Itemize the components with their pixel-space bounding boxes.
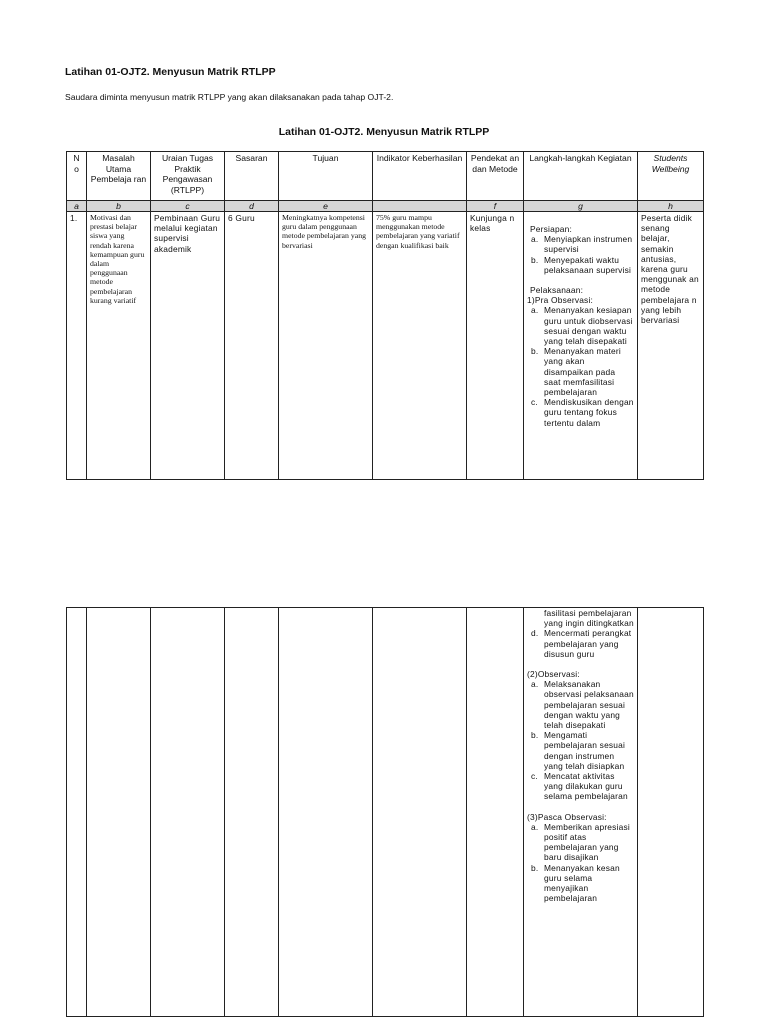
table-row [67, 608, 704, 1017]
header-masalah: Masalah Utama Pembelaja ran [87, 152, 151, 201]
persiapan-list [527, 234, 634, 275]
cell-no-empty [67, 608, 87, 1017]
cell-tujuan-empty [279, 608, 373, 1017]
pra-observasi-list [527, 305, 634, 427]
list-item: a. Menanyakan kesiapan guru untuk diobservasi sesuai dengan waktu yang telah disepakati [531, 305, 633, 347]
letter-c: c [151, 201, 225, 212]
header-no: N o [67, 152, 87, 201]
pra-observasi-label: 1)Pra Observasi: [527, 295, 594, 306]
cell-wellbeing: Peserta didik senang belajar, semakin antusias, karena guru menggunak an metode pembelajara n yang lebih bervariasi [638, 212, 704, 480]
letter-e: e [279, 201, 373, 212]
table-row [67, 212, 704, 480]
header-wellbeing: Students Wellbeing [638, 152, 704, 201]
letter-g: g [524, 201, 638, 212]
letter-empty [373, 201, 467, 212]
header-tujuan: Tujuan [279, 152, 373, 201]
header-indikator: Indikator Keberhasilan [373, 152, 467, 201]
pelaksanaan-label: Pelaksanaan: [530, 285, 584, 296]
pasca-observasi-list [527, 822, 634, 904]
list-item: d. Mencermati perangkat pembelajaran yang disusun guru [531, 628, 632, 659]
cell-langkah [524, 212, 638, 480]
list-item: b. Menyepakati waktu pelaksanaan supervisi [531, 254, 632, 275]
list-item: b. Menanyakan kesan guru selama menyajikan pembelajaran [531, 862, 620, 904]
list-item: b. Menanyakan materi yang akan disampaikan pada saat memfasilitasi pembelajaran [531, 346, 621, 398]
header-langkah: Langkah-langkah Kegiatan [524, 152, 638, 201]
cell-masalah: Motivasi dan prestasi belajar siswa yang rendah karena kemampuan guru dalam penggunaan metode pembelajaran kurang variatif [87, 212, 151, 480]
list-item: c. Mencatat aktivitas yang dilakukan guru selama pembelajaran [531, 771, 628, 802]
cell-tujuan: Meningkatnya kompetensi guru dalam penggunaan metode pembelajaran yang bervariasi [279, 212, 373, 480]
persiapan-label: Persiapan: [530, 224, 573, 234]
pasca-observasi-label: (3)Pasca Observasi: [527, 811, 607, 822]
cell-indikator: 75% guru mampu menggunakan metode pembelajaran yang variatif dengan kualifikasi baik [373, 212, 467, 480]
header-sasaran: Sasaran [225, 152, 279, 201]
list-item: a. Menyiapkan instrumen supervisi [531, 234, 633, 255]
list-item: b. Mengamati pembelajaran sesuai dengan instrumen yang telah disiapkan [531, 730, 626, 771]
pra-observasi-list-continued [527, 628, 634, 659]
cell-uraian-empty [151, 608, 225, 1017]
cell-sasaran: 6 Guru [225, 212, 279, 480]
cell-indikator-empty [373, 608, 467, 1017]
cell-masalah-empty [87, 608, 151, 1017]
cell-no: 1. [67, 212, 87, 480]
header-pendekatan: Pendekat an dan Metode [467, 152, 524, 201]
header-row [67, 152, 704, 201]
table-title: Latihan 01-OJT2. Menyusun Matrik RTLPP [278, 126, 490, 138]
page-heading: Latihan 01-OJT2. Menyusun Matrik RTLPP [65, 66, 276, 78]
letter-b: b [87, 201, 151, 212]
letter-h: h [638, 201, 704, 212]
list-item: a. Memberikan apresiasi positif atas pembelajaran yang baru disajikan [531, 821, 630, 863]
instruction-text: Saudara diminta menyusun matrik RTLPP yang akan dilaksanakan pada tahap OJT-2. [65, 92, 394, 102]
cell-sasaran-empty [225, 608, 279, 1017]
cell-langkah-continued [524, 608, 638, 1017]
letter-row [67, 201, 704, 212]
cell-uraian: Pembinaan Guru melalui kegiatan supervisi akademik [151, 212, 225, 480]
observasi-list [527, 679, 634, 801]
cell-wellbeing-empty [638, 608, 704, 1017]
rtlpp-matrix-table [66, 151, 704, 480]
observasi-label: (2)Observasi: [527, 669, 580, 680]
cell-pendekatan: Kunjunga n kelas [467, 212, 524, 480]
list-item: a. Melaksanakan observasi pelaksanaan pembelajaran sesuai dengan waktu yang telah disepakati [531, 679, 634, 731]
continuation-text: fasilitasi pembelajaran yang ingin ditingkatkan [544, 608, 634, 629]
rtlpp-matrix-table-continued [66, 607, 704, 1017]
header-uraian: Uraian Tugas Praktik Pengawasan (RTLPP) [151, 152, 225, 201]
letter-f: f [467, 201, 524, 212]
letter-a: a [67, 201, 87, 212]
cell-pendekatan-empty [467, 608, 524, 1017]
letter-d: d [225, 201, 279, 212]
list-item: c. Mendiskusikan dengan guru tentang fokus tertentu dalam [531, 397, 634, 428]
